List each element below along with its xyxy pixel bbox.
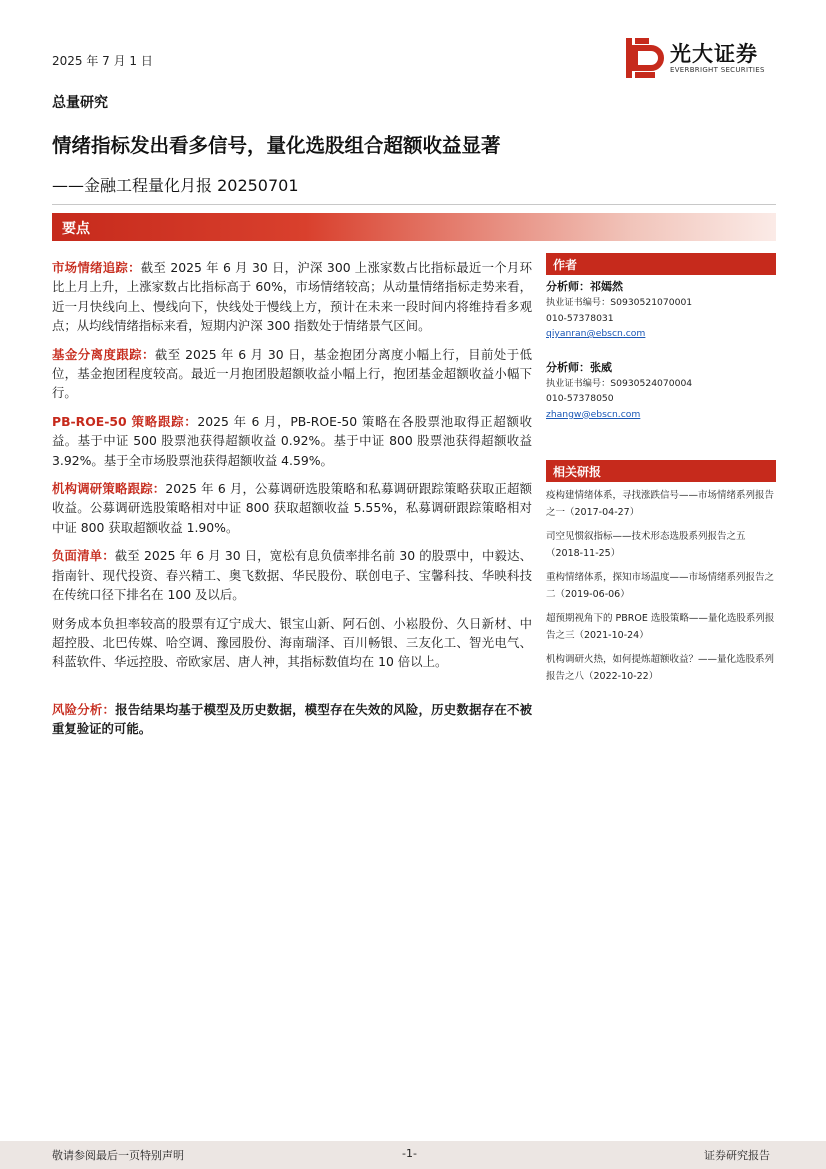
authors-header: 作者 [546,253,776,275]
paragraph-text: 截至 2025 年 6 月 30 日，沪深 300 上涨家数占比指标最近一个月环比上月上升，上涨家数占比指标高于 60%，市场情绪较高；从动量情绪指标走势来看，近一月快线向上、慢线向下，快线处于慢线上方，预计在未来一段时间内将维持看多观点；从均线情绪指标来看，短期内沪深 300 指数处于情绪景气区间。 [52,260,533,334]
paragraph-tag: 机构调研策略跟踪： [52,481,166,497]
paragraph-institution-research [52,479,532,537]
analyst-cert: 执业证书编号：S0930521070001 [546,297,693,308]
report-date: 2025 年 7 月 1 日 [52,54,153,68]
report-category: 总量研究 [52,95,108,111]
related-report-link[interactable]: 司空见惯叙指标——技术形态选股系列报告之五（2018-11-25） [546,531,746,559]
paragraph-text: 2025 年 6 月，公募调研选股策略和私募调研跟踪策略获取正超额收益。公募调研选股策略相对中证 800 获取超额收益 5.55%，私募调研跟踪策略相对中证 800 获取超额收益 1.90%。 [52,481,533,535]
footer-disclaimer: 敬请参阅最后一页特别声明 [52,1149,184,1162]
related-report-link[interactable]: 疫构建情绪体系，寻找涨跌信号——市场情绪系列报告之一（2017-04-27） [546,490,775,518]
analyst-name: 分析师：祁嫣然 [546,280,623,293]
related-report-link[interactable]: 超预期视角下的 PBROE 选股策略——量化选股系列报告之三（2021-10-24） [546,613,775,641]
paragraph-pbroe [52,412,532,470]
logo-text-en: EVERBRIGHT SECURITIES [670,66,765,74]
report-subtitle: ——金融工程量化月报 20250701 [52,176,299,195]
key-points-label: 要点 [62,221,90,237]
key-points-body [52,258,532,748]
analyst-cert: 执业证书编号：S0930524070004 [546,377,693,389]
logo-text-cn: 光大证券 [670,42,758,66]
related-reports-section [546,460,776,687]
report-title: 情绪指标发出看多信号，量化选股组合超额收益显著 [52,134,501,157]
footer-report-type: 证券研究报告 [704,1149,770,1162]
analyst-email-link[interactable]: qiyanran@ebscn.com [546,328,646,339]
paragraph-fund-separation [52,345,532,403]
paragraph-sentiment [52,258,532,336]
company-logo [626,36,776,80]
paragraph-tag: 市场情绪追踪： [52,260,141,275]
paragraph-text: 2025 年 6 月，PB-ROE-50 策略在各股票池取得正超额收益。基于中证 500 股票池获得超额收益 0.92%。基于中证 800 股票池获得超额收益 3.92%。基于全市场股票池获得超额收益 4.59%。 [52,413,533,468]
analyst-email-link[interactable]: zhangw@ebscn.com [546,408,641,420]
paragraph-finance-cost [52,614,532,672]
related-report-link[interactable]: 重构情绪体系，探知市场温度——市场情绪系列报告之二（2019-06-06） [546,572,775,600]
page-number: -1- [402,1147,417,1160]
paragraph-tag: 基金分离度跟踪： [52,346,155,362]
risk-tag: 风险分析： [52,701,116,717]
analyst-name: 分析师：张威 [546,360,612,374]
author-card [546,279,776,422]
paragraph-text: 截至 2025 年 6 月 30 日，宽松有息负债率排名前 30 的股票中，中毅达、指南针、现代投资、春兴精工、奥飞数据、华民股份、联创电子、宝馨科技、华映科技在传统口径下排名在 100 及以后。 [52,548,533,603]
analyst-phone: 010-57378031 [546,312,614,324]
everbright-logo-icon [626,36,664,80]
page-footer [0,1141,826,1169]
paragraph-tag: PB-ROE-50 策略跟踪： [52,413,198,429]
header-divider [52,204,776,205]
related-report-link[interactable]: 机构调研火热，如何提炼超额收益？——量化选股系列报告之八（2022-10-22） [546,654,775,682]
authors-section [546,253,776,422]
paragraph-text: 财务成本负担率较高的股票有辽宁成大、银宝山新、阿石创、小崧股份、久日新材、中超控股、北巴传媒、哈空调、豫园股份、海南瑞泽、百川畅银、三友化工、智光电气、科蓝软件、华远控股、帝欧家居、唐人神，其指标数值均在 10 倍以上。 [52,615,532,670]
paragraph-negative-list [52,546,532,604]
related-reports-header: 相关研报 [546,460,776,482]
risk-text: 报告结果均基于模型及历史数据，模型存在失效的风险，历史数据存在不被重复验证的可能。 [52,701,533,737]
analyst-phone: 010-57378050 [546,393,614,404]
paragraph-tag: 负面清单： [52,548,115,564]
paragraph-text: 截至 2025 年 6 月 30 日，基金抱团分离度小幅上行，目前处于低位，基金抱团程度较高。最近一月抱团股超额收益小幅上行，抱团基金超额收益小幅下行。 [52,346,532,401]
paragraph-risk [52,700,532,739]
key-points-banner [52,213,776,241]
